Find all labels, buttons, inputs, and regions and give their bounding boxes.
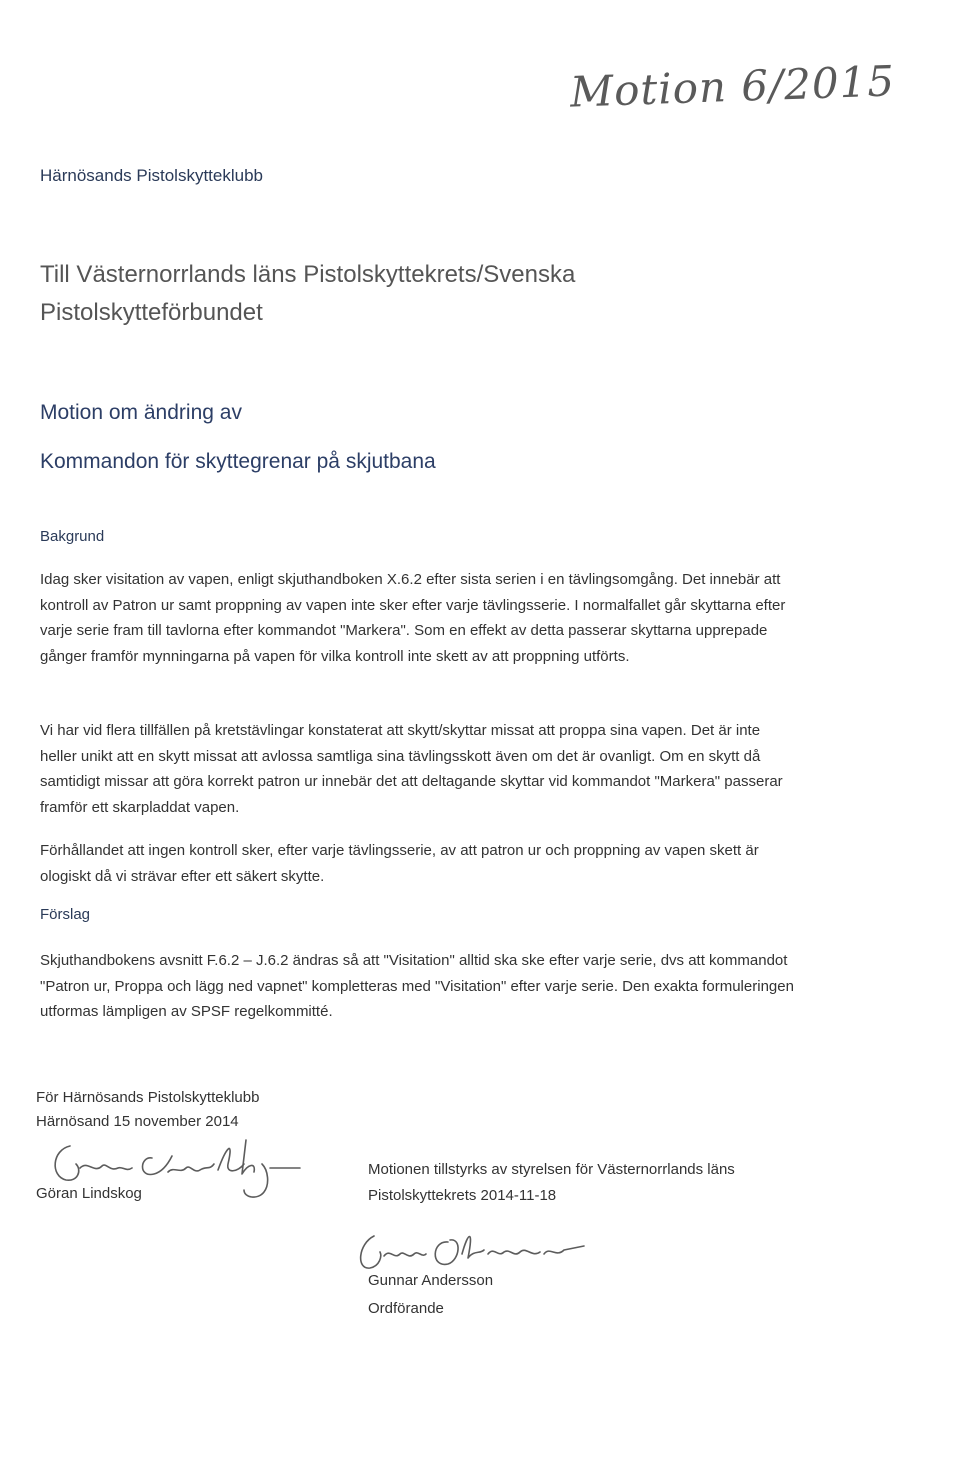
signature-right-statement-line-2: Pistolskyttekrets 2014-11-18	[368, 1187, 557, 1204]
recipient-line-1: Till Västernorrlands läns Pistolskyttekrets/Svenska	[40, 261, 576, 288]
signature-right-statement-line-1: Motionen tillstyrks av styrelsen för Västernorrlands läns	[368, 1161, 735, 1178]
signature-left-for-line: För Härnösands Pistolskytteklubb	[36, 1089, 260, 1106]
background-heading: Bakgrund	[40, 528, 105, 545]
signature-right-stroke-3	[435, 1240, 458, 1265]
signature-left-stroke-6	[242, 1140, 254, 1174]
recipient-block	[40, 256, 575, 332]
signature-right-name-block	[368, 1267, 493, 1323]
background-paragraph-2: Vi har vid flera tillfällen på kretstävlingar konstaterat att skytt/skyttar missat att proppa sina vapen. Det är inte heller unikt att en skytt missat att avlossa samtliga sina tävlingsskott även om det är ovanligt. Om en skytt då samtidigt missar att göra korrekt patron ur innebär det att deltagande skyttar vid kommandot "Markera" passerar framför ett skarpladdat vapen.	[40, 722, 783, 816]
signature-left-stroke-5	[218, 1149, 244, 1171]
signature-right-statement	[368, 1157, 735, 1209]
signature-right-stroke-2	[384, 1253, 426, 1256]
signature-left-name: Göran Lindskog	[36, 1185, 142, 1202]
motion-title-line-1: Motion om ändring av	[40, 401, 242, 424]
signature-right-stroke-5	[488, 1250, 540, 1254]
signature-left-block	[36, 1086, 259, 1134]
motion-title	[40, 388, 436, 486]
signature-left-stroke-1	[55, 1146, 79, 1180]
background-paragraph-3: Förhållandet att ingen kontroll sker, efter varje tävlingsserie, av att patron ur och proppning av vapen skett är ologiskt då vi strävar efter ett säkert skytte.	[40, 842, 759, 885]
signature-left-place-date: Härnösand 15 november 2014	[36, 1113, 239, 1130]
signature-right-stroke-4	[462, 1237, 484, 1259]
signature-left-stroke-7	[244, 1164, 268, 1197]
signature-left-stroke-4	[168, 1164, 214, 1172]
handwritten-motion-number: Motion 6/2015	[569, 56, 896, 117]
signature-right-name: Gunnar Andersson	[368, 1272, 494, 1289]
recipient-line-2: Pistolskytteförbundet	[40, 299, 263, 326]
signature-right-role: Ordförande	[368, 1300, 444, 1317]
signature-left-stroke-2	[80, 1165, 132, 1169]
background-paragraph-1: Idag sker visitation av vapen, enligt skjuthandboken X.6.2 efter sista serien i en tävlingsomgång. Det innebär att kontroll av Patron ur samt proppning av vapen inte sker efter varje tävlingsserie. I normalfallet går skyttarna efter varje serie fram till tavlorna efter kommandot "Markera". Som en effekt av detta passerar skyttarna upprepade gånger framför mynningarna på vapen för vilka kontroll inte skett av att proppning utförts.	[40, 571, 786, 665]
signature-right-stroke-6	[544, 1246, 584, 1254]
motion-title-line-2: Kommandon för skyttegrenar på skjutbana	[40, 450, 436, 473]
proposal-paragraph: Skjuthandbokens avsnitt F.6.2 – J.6.2 ändras så att "Visitation" alltid ska ske efter varje serie, dvs att kommandot "Patron ur, Proppa och lägg ned vapnet" kompletteras med "Visitation" efter varje serie. Den exakta formuleringen utformas lämpligen av SPSF regelkommitté.	[40, 952, 794, 1020]
sender-club: Härnösands Pistolskytteklubb	[40, 166, 264, 185]
proposal-heading: Förslag	[40, 906, 91, 923]
signature-right-stroke-1	[361, 1236, 381, 1268]
